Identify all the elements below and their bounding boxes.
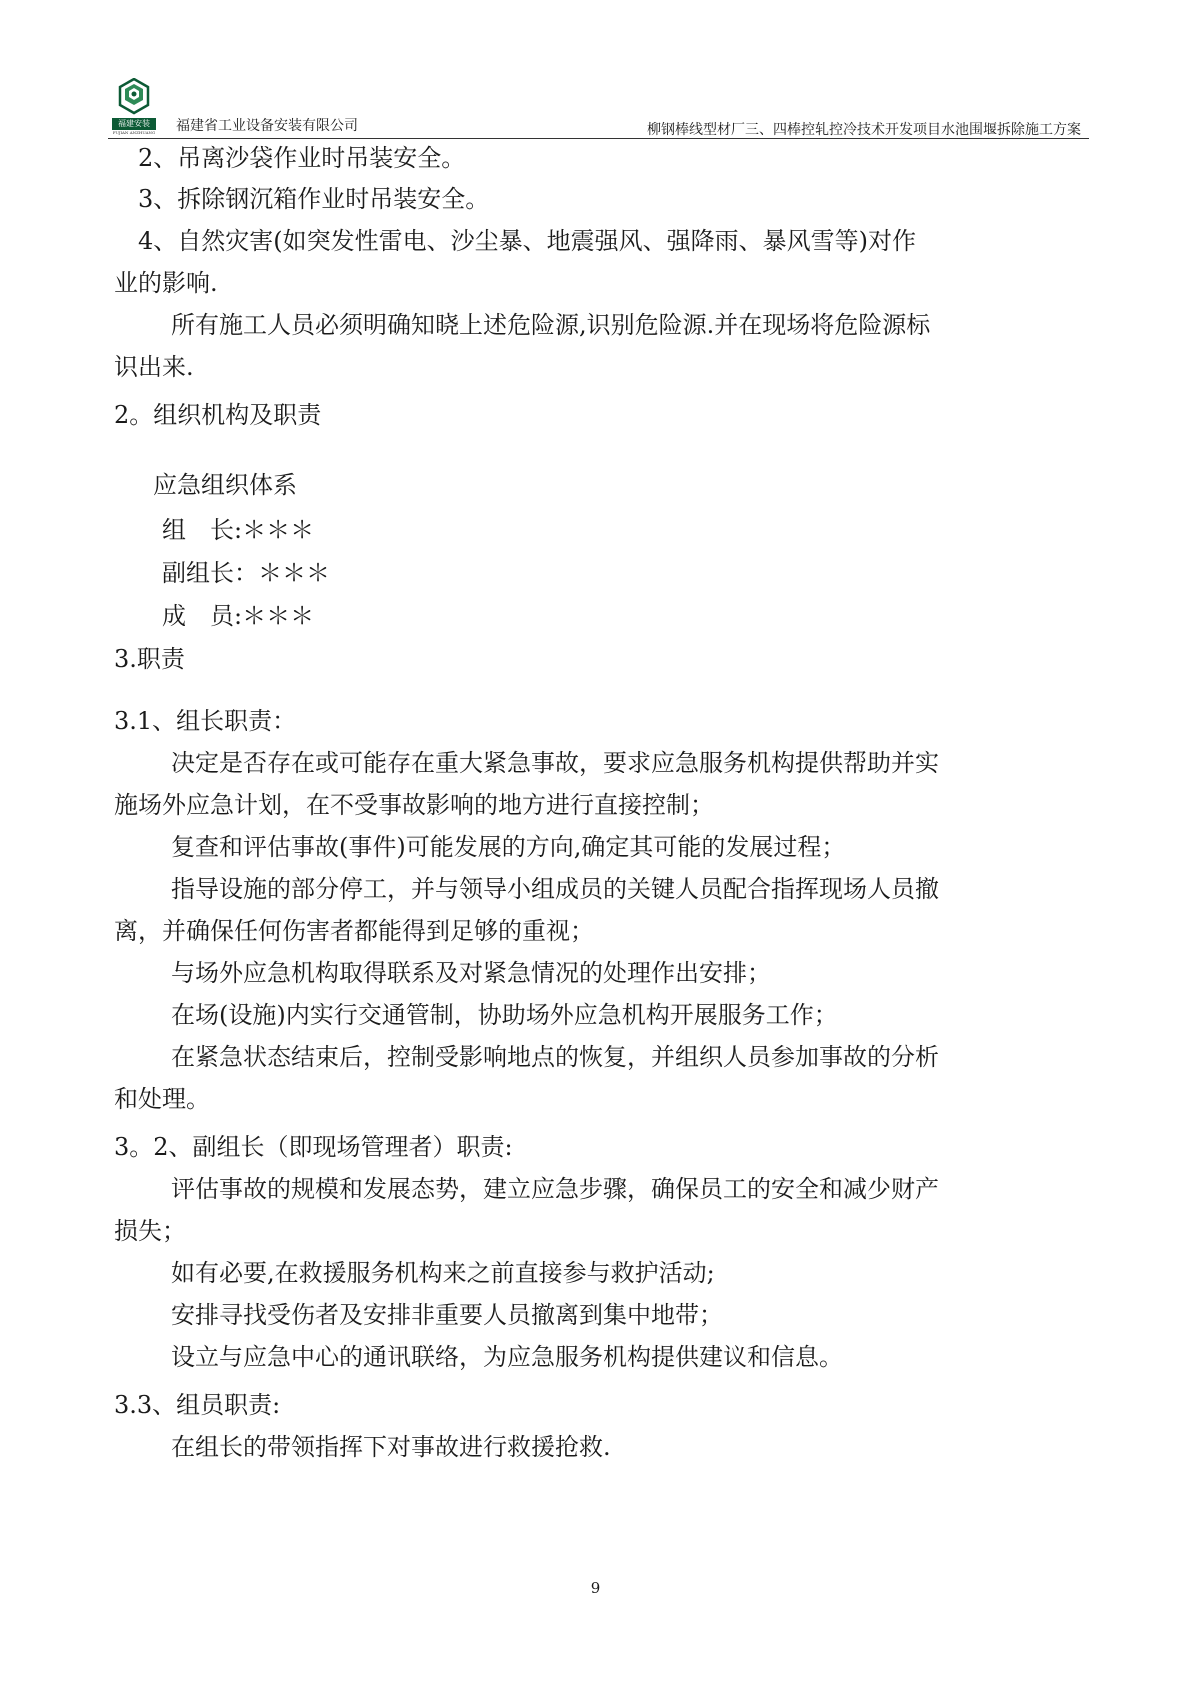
hazard-item-4: 4、自然灾害(如突发性雷电、沙尘暴、地震强风、强降雨、暴风雪等)对作 [138, 227, 916, 255]
project-title: 柳钢棒线型材厂三、四棒控轧控冷技术开发项目水池围堰拆除施工方案 [647, 122, 1081, 138]
paragraph-line: 如有必要,在救援服务机构来之前直接参与救护活动; [171, 1259, 715, 1287]
subsection-heading: 3.1、组长职责： [114, 707, 297, 735]
paragraph-line: 离，并确保任何伤害者都能得到足够的重视； [114, 917, 594, 945]
paragraph-line: 复查和评估事故(事件)可能发展的方向,确定其可能的发展过程； [171, 833, 846, 861]
paragraph-line: 评估事故的规模和发展态势，建立应急步骤，确保员工的安全和减少财产 [171, 1175, 939, 1203]
paragraph-line: 识出来. [114, 353, 194, 381]
paragraph-line: 所有施工人员必须明确知晓上述危险源,识别危险源.并在现场将危险源标 [171, 311, 931, 339]
paragraph-line: 与场外应急机构取得联系及对紧急情况的处理作出安排； [171, 959, 771, 987]
paragraph-line: 安排寻找受伤者及安排非重要人员撤离到集中地带； [171, 1301, 723, 1329]
org-members: 成 员:＊＊＊ [162, 602, 315, 630]
logo-wordmark: 福建安装 [112, 118, 156, 130]
paragraph-line: 设立与应急中心的通讯联络，为应急服务机构提供建议和信息。 [171, 1343, 843, 1371]
logo-subtext: FUJIAN ANZHUANG [112, 130, 156, 135]
paragraph-line: 在紧急状态结束后，控制受影响地点的恢复，并组织人员参加事故的分析 [171, 1043, 939, 1071]
page-number: 9 [590, 1579, 601, 1597]
company-name: 福建省工业设备安装有限公司 [176, 118, 358, 134]
company-logo [112, 78, 156, 136]
paragraph-line: 决定是否存在或可能存在重大紧急事故，要求应急服务机构提供帮助并实 [171, 749, 939, 777]
section-heading: 3.职责 [114, 645, 185, 673]
page-header [112, 78, 1087, 136]
paragraph-line: 施场外应急计划，在不受事故影响的地方进行直接控制； [114, 791, 714, 819]
org-leader: 组 长:＊＊＊ [162, 516, 315, 544]
paragraph-line: 指导设施的部分停工，并与领导小组成员的关键人员配合指挥现场人员撤 [171, 875, 939, 903]
section-heading: 2。组织机构及职责 [114, 401, 322, 429]
subsection-heading: 3。2、副组长（即现场管理者）职责: [114, 1133, 513, 1161]
subheading: 应急组织体系 [153, 471, 297, 499]
subsection-heading: 3.3、组员职责: [114, 1391, 281, 1419]
hazard-item-4-cont: 业的影响. [114, 269, 218, 297]
paragraph-line: 在组长的带领指挥下对事故进行救援抢救. [171, 1433, 611, 1461]
logo-emblem-icon [118, 78, 150, 116]
paragraph-line: 在场(设施)内实行交通管制，协助场外应急机构开展服务工作； [171, 1001, 838, 1029]
org-deputy: 副组长：＊＊＊ [162, 559, 330, 587]
paragraph-line: 和处理。 [114, 1085, 210, 1113]
hazard-item-3: 3、拆除钢沉箱作业时吊装安全。 [138, 185, 490, 213]
hazard-item-2: 2、吊离沙袋作业时吊装安全。 [138, 144, 466, 172]
paragraph-line: 损失； [114, 1217, 186, 1245]
header-divider [108, 138, 1089, 139]
